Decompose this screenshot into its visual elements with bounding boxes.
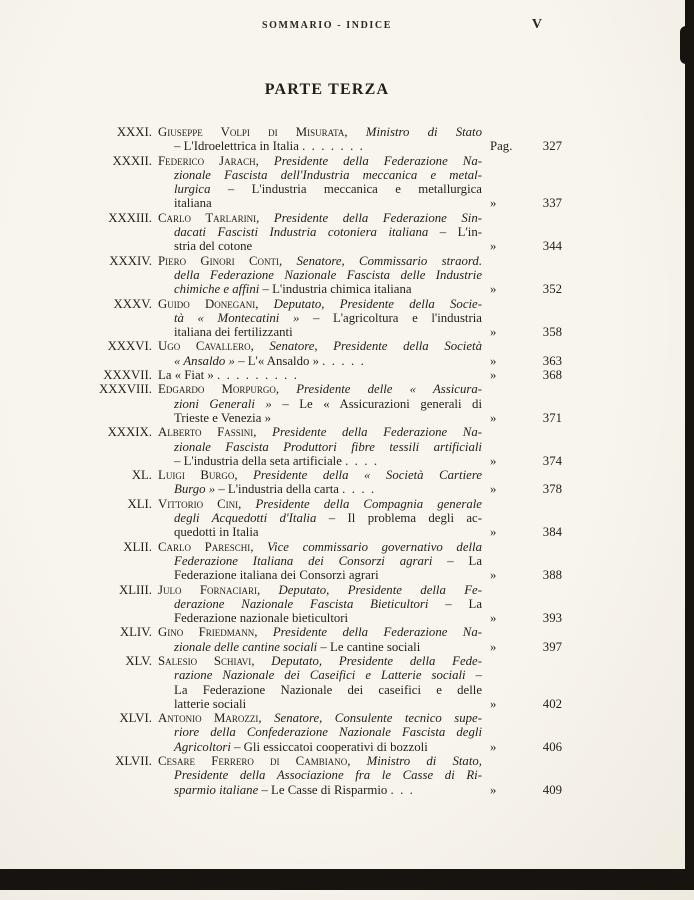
- entry-numeral: XXXIV.: [109, 253, 152, 268]
- entry-numeral: XL.: [131, 468, 152, 483]
- toc-entry: [92, 583, 562, 626]
- entry-line: della Federazione Nazionale Fascista delle Industrie: [174, 267, 482, 282]
- toc-entry: [92, 754, 562, 797]
- entry-page-ref: »: [490, 782, 497, 797]
- entry-page-ref: »: [490, 611, 497, 626]
- entry-line: La « Fiat » . . . . . . . . .: [158, 368, 297, 383]
- entry-line: tà « Montecatini » – L'agricoltura e l'industria: [174, 310, 482, 325]
- entry-text: [158, 211, 482, 254]
- entry-page-ref: »: [490, 696, 497, 711]
- entry-line: zioni Generali » – Le « Assicurazioni generali di: [174, 396, 482, 411]
- entry-numeral: XLIII.: [118, 582, 152, 597]
- toc-entry: [92, 382, 562, 425]
- toc-entry: [92, 125, 562, 154]
- toc-entry: [92, 425, 562, 468]
- entry-page-ref: »: [490, 525, 497, 540]
- entry-line: Gino Friedmann, Presidente della Federazione Na-: [158, 625, 482, 640]
- entry-line: zionale Fascista Produttori fibre tessili artificiali: [174, 439, 482, 454]
- entry-line: – L'Idroelettrica in Italia . . . . . . .: [174, 139, 363, 154]
- entry-numeral: XLVI.: [119, 711, 152, 726]
- entry-line: riore della Confederazione Nazionale Fascista degli: [174, 725, 482, 740]
- entry-page-number: 374: [542, 453, 562, 468]
- entry-page-number: 402: [542, 696, 562, 711]
- entry-line: Federazione Italiana dei Consorzi agrari – La: [174, 553, 482, 568]
- toc-entry: [92, 654, 562, 711]
- entry-page-ref: »: [490, 196, 497, 211]
- entry-page-ref: Pag.: [490, 139, 513, 154]
- entry-line: italiana: [174, 196, 212, 211]
- entry-text: [158, 154, 482, 211]
- entry-line: Edgardo Morpurgo, Presidente delle « Assicura-: [158, 382, 483, 397]
- entry-page-number: 378: [542, 482, 562, 497]
- toc-entry: [92, 211, 562, 254]
- running-header: [92, 17, 562, 32]
- entry-text: [158, 125, 482, 154]
- toc-entry: [92, 297, 562, 340]
- entry-text: [158, 711, 482, 754]
- entry-numeral: XXXVII.: [103, 368, 152, 383]
- entry-numeral: XXXIII.: [108, 210, 152, 225]
- entry-page-number: 371: [542, 410, 562, 425]
- entry-line: Vittorio Cini, Presidente della Compagnia generale: [158, 496, 482, 511]
- entry-page-ref: »: [490, 353, 497, 368]
- entry-numeral: XXXVI.: [107, 339, 152, 354]
- toc-entry: [92, 339, 562, 368]
- entry-page-ref: »: [490, 568, 497, 583]
- entry-page-number: 337: [542, 196, 562, 211]
- toc-entry: [92, 154, 562, 211]
- entry-line: Trieste e Venezia »: [174, 410, 272, 425]
- entry-page-number: 344: [542, 239, 562, 254]
- entry-line: Federazione italiana dei Consorzi agrari: [174, 568, 379, 583]
- entry-line: Burgo » – L'industria della carta . . . .: [174, 482, 375, 497]
- entry-page-ref: »: [490, 739, 497, 754]
- entry-numeral: XLVII.: [115, 754, 152, 769]
- entry-page-ref: »: [490, 325, 497, 340]
- entry-line: – L'industria della seta artificiale . . . .: [174, 453, 378, 468]
- entry-text: [158, 425, 482, 468]
- entry-numeral: XLII.: [123, 539, 152, 554]
- entry-page-ref: »: [490, 410, 497, 425]
- entry-text: [158, 540, 482, 583]
- entry-line: Luigi Burgo, Presidente della « Società Cartiere: [158, 468, 482, 483]
- entry-numeral: XXXII.: [112, 153, 152, 168]
- entry-line: sparmio italiane – Le Casse di Risparmio . . .: [174, 782, 413, 797]
- entry-line: Presidente della Associazione fra le Casse di Ri-: [174, 768, 482, 783]
- entry-line: Antonio Marozzi, Senatore, Consulente tecnico supe-: [158, 711, 482, 726]
- entry-page-ref: »: [490, 639, 497, 654]
- entry-line: latterie sociali: [174, 696, 247, 711]
- entry-numeral: XLV.: [125, 653, 152, 668]
- scan-edge-blob: [680, 26, 694, 64]
- entry-text: [158, 497, 482, 540]
- entry-page-number: 352: [542, 282, 562, 297]
- entry-page-ref: »: [490, 282, 497, 297]
- scan-edge-right: [685, 0, 694, 889]
- entry-page-number: 327: [542, 139, 562, 154]
- entry-numeral: XXXI.: [116, 125, 152, 139]
- entry-line: derazione Nazionale Fascista Bieticultori – La: [174, 596, 482, 611]
- entry-text: [158, 468, 482, 497]
- entry-line: Agricoltori – Gli essiccatoi cooperativi di bozzoli: [174, 739, 428, 754]
- entry-text: [158, 754, 482, 797]
- toc-entry: [92, 368, 562, 382]
- entry-page-number: 397: [542, 639, 562, 654]
- entry-text: [158, 583, 482, 626]
- entry-line: Cesare Ferrero di Cambiano, Ministro di Stato,: [158, 754, 482, 769]
- entry-numeral: XLIV.: [119, 625, 152, 640]
- entry-line: Alberto Fassini, Presidente della Federazione Na-: [158, 425, 482, 440]
- entry-line: zionale Fascista dell'Industria meccanica e metal-: [174, 167, 482, 182]
- entry-line: La Federazione Nazionale dei caseifici e delle: [174, 682, 482, 697]
- entry-page-ref: »: [490, 368, 497, 383]
- entry-line: quedotti in Italia: [174, 525, 259, 540]
- toc-entry: [92, 711, 562, 754]
- entry-line: zionale delle cantine sociali – Le cantine sociali: [174, 639, 421, 654]
- entry-page-number: 393: [542, 611, 562, 626]
- toc-entry: [92, 468, 562, 497]
- entry-page-number: 368: [542, 368, 562, 383]
- entry-text: [158, 654, 482, 711]
- entry-page-number: 409: [542, 782, 562, 797]
- entry-line: lurgica – L'industria meccanica e metallurgica: [174, 182, 482, 197]
- entry-page-number: 358: [542, 325, 562, 340]
- entry-line: dacati Fascisti Industria cotoniera italiana – L'in-: [174, 225, 483, 240]
- entry-line: Carlo Tarlarini, Presidente della Federazione Sin-: [158, 210, 482, 225]
- entry-line: Salesio Schiavi, Deputato, Presidente della Fede-: [158, 653, 482, 668]
- toc-entry: [92, 254, 562, 297]
- entry-line: Giuseppe Volpi di Misurata, Ministro di Stato: [158, 125, 482, 139]
- entry-page-ref: »: [490, 453, 497, 468]
- toc-page: [92, 17, 562, 797]
- section-title: PARTE TERZA: [264, 81, 390, 98]
- entry-text: [158, 339, 482, 368]
- entry-line: Carlo Pareschi, Vice commissario governativo della: [158, 539, 483, 554]
- entries: [92, 125, 562, 797]
- scan-edge-bottom: [0, 869, 694, 890]
- entry-text: [158, 382, 482, 425]
- entry-line: razione Nazionale dei Caseifici e Latterie sociali –: [174, 668, 482, 683]
- entry-numeral: XXXVIII.: [99, 382, 152, 397]
- entry-text: [158, 254, 482, 297]
- entry-page-number: 406: [542, 739, 562, 754]
- entry-line: Ugo Cavallero, Senatore, Presidente della Società: [158, 339, 482, 354]
- entry-line: Federico Jarach, Presidente della Federazione Na-: [158, 153, 482, 168]
- entry-line: degli Acquedotti d'Italia – Il problema degli ac-: [174, 511, 482, 526]
- entry-numeral: XXXIX.: [107, 425, 152, 440]
- entry-line: chimiche e affini – L'industria chimica italiana: [174, 282, 412, 297]
- entry-page-ref: »: [490, 239, 497, 254]
- entry-page-number: 363: [542, 353, 562, 368]
- entry-text: [158, 625, 482, 654]
- entry-text: [158, 368, 482, 382]
- entry-line: Guido Donegani, Deputato, Presidente della Socie-: [158, 296, 483, 311]
- entry-line: stria del cotone: [174, 239, 253, 254]
- entry-page-ref: »: [490, 482, 497, 497]
- entry-page-number: 384: [542, 525, 562, 540]
- entry-line: Federazione nazionale bieticultori: [174, 611, 349, 626]
- running-title: SOMMARIO - INDICE: [262, 20, 392, 31]
- toc-entry: [92, 497, 562, 540]
- entry-line: italiana dei fertilizzanti: [174, 325, 293, 340]
- entry-line: « Ansaldo » – L'« Ansaldo » . . . . .: [174, 353, 364, 368]
- entry-page-number: 388: [542, 568, 562, 583]
- entry-numeral: XXXV.: [113, 296, 152, 311]
- toc-entry: [92, 625, 562, 654]
- page-number: V: [531, 17, 542, 32]
- entry-line: Piero Ginori Conti, Senatore, Commissario straord.: [158, 253, 483, 268]
- toc-entry: [92, 540, 562, 583]
- entry-line: Julo Fornaciari, Deputato, Presidente della Fe-: [158, 582, 482, 597]
- entry-text: [158, 297, 482, 340]
- entry-numeral: XLI.: [127, 496, 152, 511]
